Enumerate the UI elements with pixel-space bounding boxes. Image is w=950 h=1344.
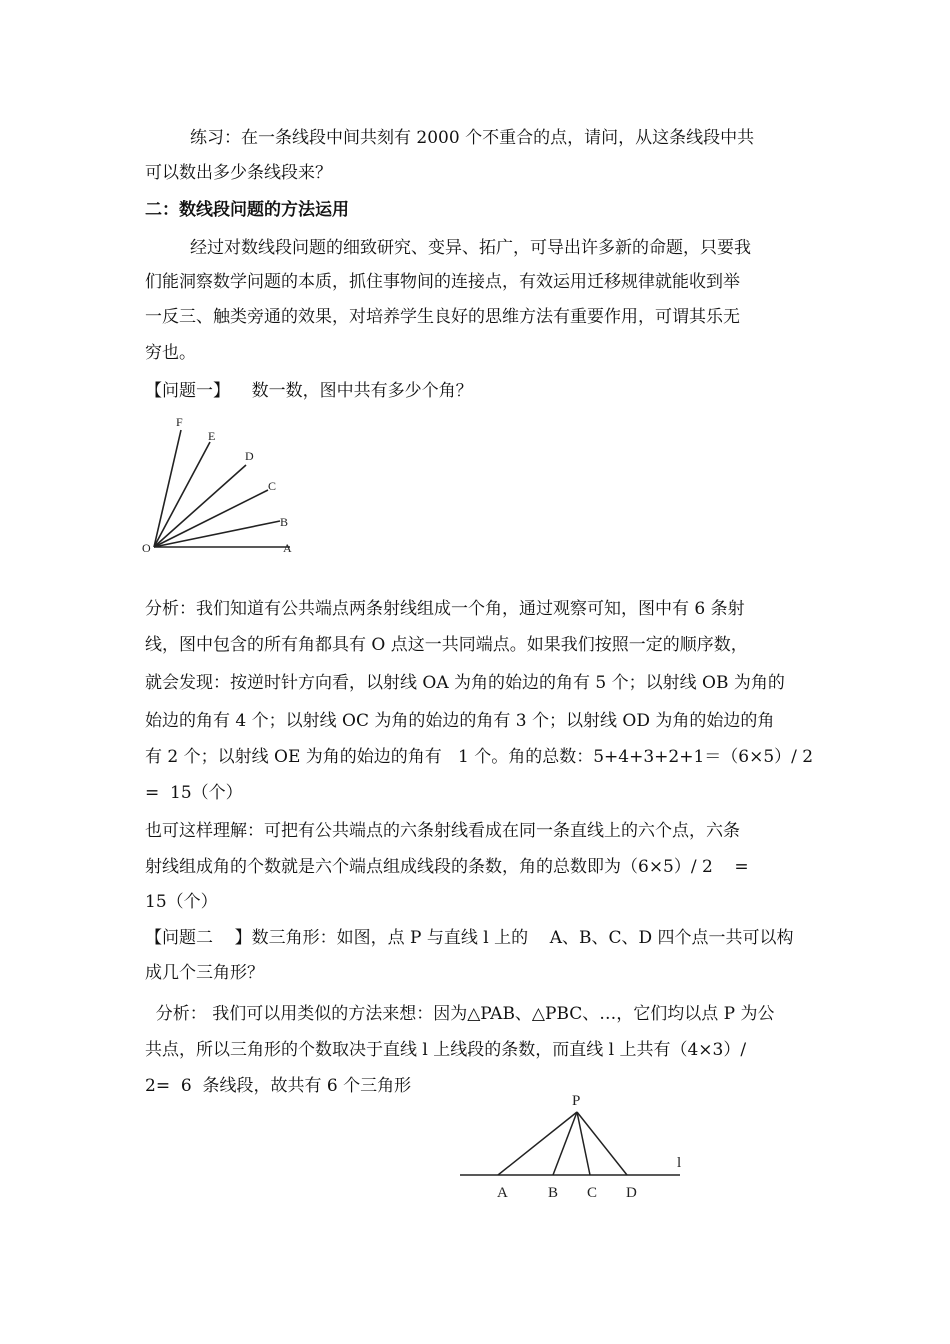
section-para-line-1: 经过对数线段问题的细致研究、变异、拓广，可导出许多新的命题，只要我 [190, 238, 751, 258]
segment-pc [577, 1112, 590, 1175]
problem2-analysis-line-1: 分析： 我们可以用类似的方法来想：因为△PAB、△PBC、…，它们均以点 P 为公 [145, 1004, 775, 1024]
problem1-question: 【问题一】 数一数，图中共有多少个角？ [145, 381, 473, 401]
triangle-figure [450, 1085, 700, 1215]
ray-oc [154, 490, 268, 547]
problem2-analysis-line-2: 共点，所以三角形的个数取决于直线 l 上线段的条数，而直线 l 上共有（4×3）/ [145, 1040, 747, 1060]
section-heading: 二：数线段问题的方法运用 [145, 200, 349, 220]
problem1-alt-line-2: 射线组成角的个数就是六个端点组成线段的条数，角的总数即为（6×5）/ 2 = [145, 857, 749, 877]
problem1-analysis-line-1: 分析：我们知道有公共端点两条射线组成一个角，通过观察可知，图中有 6 条射 [145, 599, 745, 619]
problem1-analysis-line-3: 就会发现：按逆时针方向看，以射线 OA 为角的始边的角有 5 个；以射线 OB 为角的 [145, 673, 785, 693]
point-label-b2: B [548, 1185, 559, 1201]
point-label-d: D [245, 449, 254, 463]
problem1-alt-line-3: 15（个） [145, 892, 218, 912]
problem1-analysis-line-2: 线，图中包含的所有角都具有 O 点这一共同端点。如果我们按照一定的顺序数， [145, 635, 748, 655]
point-label-c: C [268, 479, 277, 493]
point-label-p: P [572, 1093, 581, 1109]
point-label-a2: A [497, 1185, 508, 1201]
problem2-analysis-line-3: 2= 6 条线段，故共有 6 个三角形 [145, 1076, 412, 1096]
rays-figure [140, 410, 310, 560]
section-para-line-3: 一反三、触类旁通的效果，对培养学生良好的思维方法有重要作用，可谓其乐无 [145, 307, 740, 327]
line-label-l: l [677, 1155, 682, 1171]
point-label-o: O [142, 541, 151, 555]
point-label-a: A [283, 541, 292, 555]
problem1-analysis-line-4: 始边的角有 4 个；以射线 OC 为角的始边的角有 3 个；以射线 OD 为角的始边的角 [145, 711, 775, 731]
point-label-b: B [280, 515, 289, 529]
problem1-analysis-line-6: = 15（个） [145, 783, 243, 803]
ray-ob [154, 521, 280, 547]
section-para-line-2: 们能洞察数学问题的本质，抓住事物间的连接点，有效运用迁移规律就能收到举 [145, 272, 740, 292]
problem2-question-line-1: 【问题二 】数三角形：如图，点 P 与直线 l 上的 A、B、C、D 四个点一共可以构 [145, 928, 794, 948]
problem1-analysis-line-5: 有 2 个；以射线 OE 为角的始边的角有 1 个。角的总数：5+4+3+2+1＝（6×5）/ 2 [145, 747, 814, 767]
point-label-e: E [208, 429, 216, 443]
problem2-question-line-2: 成几个三角形？ [145, 963, 264, 983]
ray-od [154, 465, 246, 547]
problem1-alt-line-1: 也可这样理解：可把有公共端点的六条射线看成在同一条直线上的六个点，六条 [145, 821, 740, 841]
section-para-line-4: 穷也。 [145, 343, 196, 363]
segment-pd [577, 1112, 627, 1175]
ray-of [154, 430, 181, 547]
point-label-c2: C [587, 1185, 598, 1201]
practice-line-2: 可以数出多少条线段来？ [145, 163, 332, 183]
ray-oe [154, 442, 210, 547]
practice-line-1: 练习：在一条线段中间共刻有 2000 个不重合的点，请问，从这条线段中共 [190, 128, 755, 148]
point-label-d2: D [626, 1185, 637, 1201]
point-label-f: F [176, 415, 183, 429]
